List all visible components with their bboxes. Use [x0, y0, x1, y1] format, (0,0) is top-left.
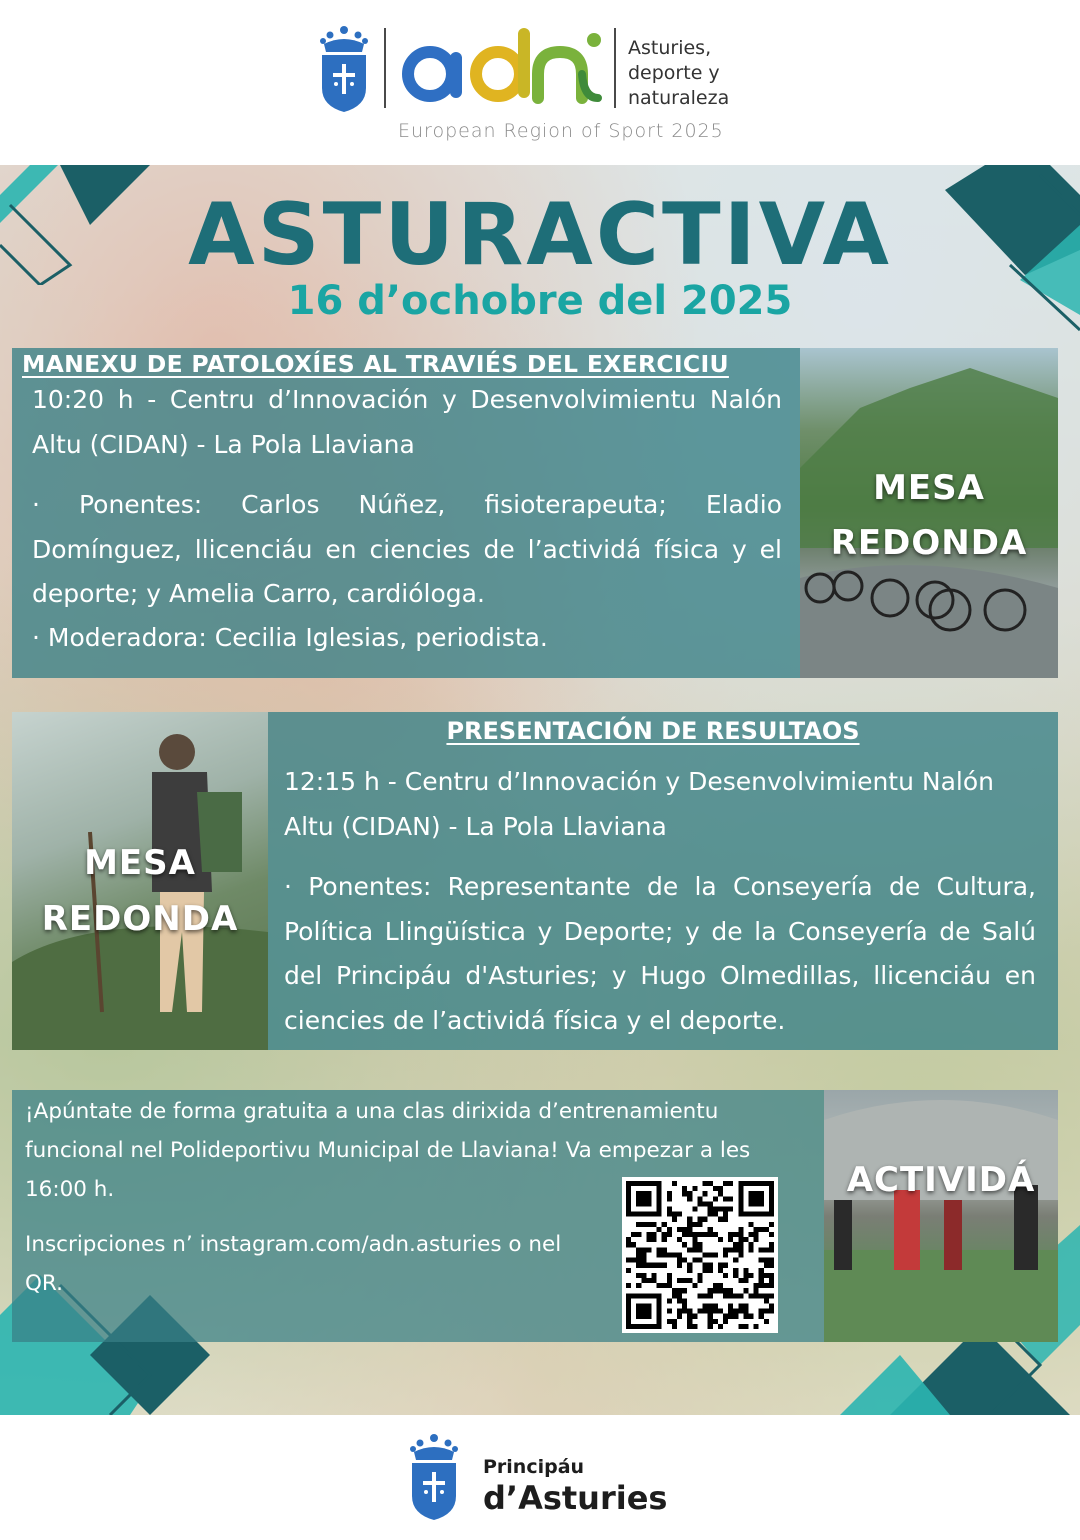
signup-info: Inscripciones n’ instagram.com/adn.asturies o nel QR.	[25, 1232, 562, 1296]
divider	[614, 28, 616, 108]
tagline	[628, 36, 798, 111]
poster	[0, 165, 1080, 1415]
qr-code-pattern	[626, 1181, 774, 1329]
section-speakers: · Ponentes: Representante de la Conseyería de Cultura, Política Llingüística y Deporte; y de la Conseyería de Salú del Principáu d'Asturies; y Hugo Olmedillas, llicenciáu en ciencies de l’actividá física y el deporte.	[284, 872, 1036, 1035]
divider	[384, 28, 386, 108]
photo-label: MESA	[873, 468, 985, 508]
event-title: ASTURACTIVA	[188, 185, 892, 285]
cyclists-photo	[800, 348, 1058, 678]
adn-logo	[398, 22, 606, 112]
fitness-class-illustration	[824, 1090, 1058, 1342]
section-results-presentation	[268, 712, 1058, 1050]
activity-invite: ¡Apúntate de forma gratuita a una clas dirixida d’entrenamientu funcional nel Polideportivu Municipal de Llaviana! Va empezar a les 16:00 h.	[25, 1099, 751, 1202]
header	[0, 0, 1080, 165]
photo-label: ACTIVIDÁ	[846, 1160, 1036, 1200]
european-region-subtitle: European Region of Sport 2025	[398, 120, 724, 142]
crest-icon	[318, 24, 370, 112]
section-time-location: 10:20 h - Centru d’Innovación y Desenvolvimientu Nalón Altu (CIDAN) - La Pola Llaviana	[32, 385, 782, 459]
section-time-location: 12:15 h - Centru d’Innovación y Desenvolvimientu Nalón Altu (CIDAN) - La Pola Llaviana	[284, 767, 994, 841]
section-moderator: · Moderadora: Cecilia Iglesias, periodista.	[32, 623, 548, 652]
tagline-line: naturaleza	[628, 87, 730, 109]
photo-label: REDONDA	[41, 899, 239, 939]
section-speakers: · Ponentes: Carlos Núñez, fisioterapeuta; Eladio Domínguez, llicenciáu en ciencies de l’actividá física y el deporte; y Amelia Carro, cardióloga.	[32, 490, 782, 608]
fitness-class-photo	[824, 1090, 1058, 1342]
tagline-line: deporte y	[628, 62, 720, 84]
tagline-line: Asturies,	[628, 37, 712, 59]
section-title: MANEXU DE PATOLOXÍES AL TRAVIÉS DEL EXERCICIU	[22, 350, 729, 378]
footer-institution	[483, 1455, 667, 1517]
hiker-photo	[12, 712, 268, 1050]
crest-icon	[408, 1432, 460, 1520]
section-round-table-1	[12, 348, 800, 678]
qr-code-icon[interactable]	[622, 1177, 778, 1333]
event-date: 16 d’ochobre del 2025	[287, 278, 793, 324]
footer-line: d’Asturies	[483, 1479, 668, 1517]
adn-logo-text: adn	[398, 22, 400, 23]
photo-label: MESA	[84, 843, 196, 883]
section-title: PRESENTACIÓN DE RESULTAOS	[446, 717, 860, 745]
photo-label: REDONDA	[830, 523, 1028, 563]
footer-line: Principáu	[483, 1456, 585, 1478]
